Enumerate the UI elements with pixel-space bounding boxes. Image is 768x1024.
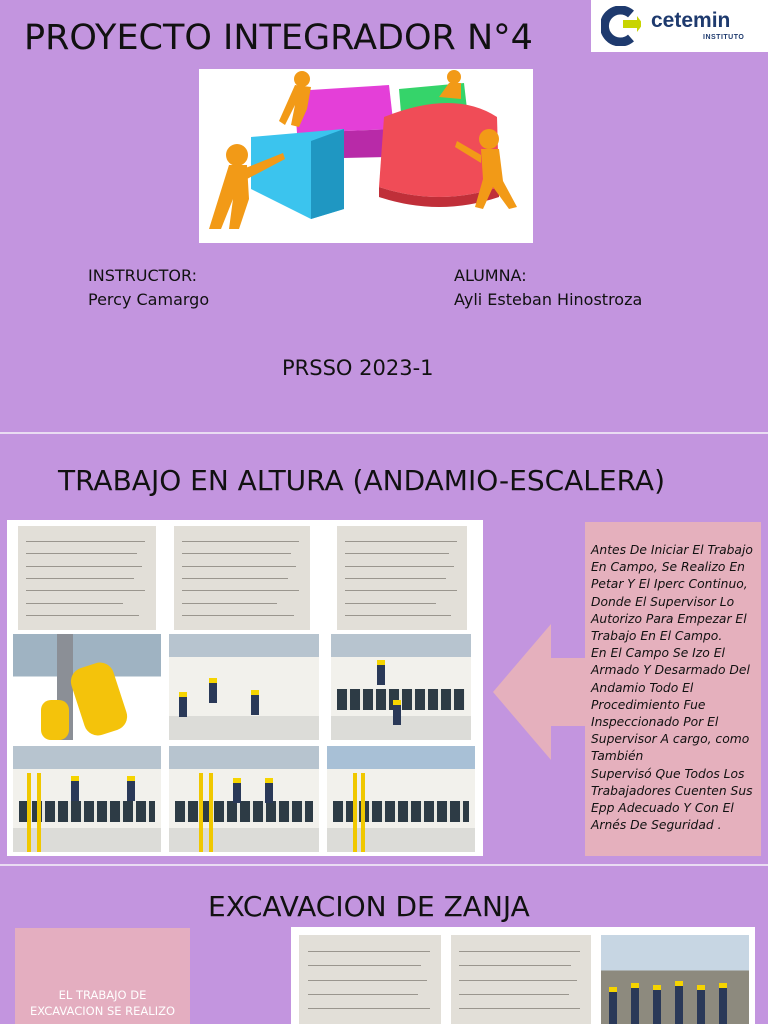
harness-hook-photo: [13, 634, 161, 740]
procedure-note-box: [585, 522, 761, 856]
building-ladder-photo-1: [13, 746, 161, 852]
excavation-permit-photo: [299, 935, 441, 1024]
student-label: ALUMNA:: [454, 266, 527, 285]
excavation-box-text: EL TRABAJO DE EXCAVACION SE REALIZO: [29, 988, 176, 1018]
excavation-checklist-photo: [451, 935, 591, 1024]
slide-title-heading: PROYECTO INTEGRADOR N°4: [24, 18, 533, 58]
photo-collage: [7, 520, 483, 856]
slide-trench-excavation: [0, 866, 768, 1024]
cetemin-logo: [591, 0, 768, 52]
logo-wordmark: cetemin: [651, 9, 731, 32]
cetemin-facade-photo: [327, 746, 475, 852]
building-ladder-photo-2: [169, 746, 319, 852]
slide-heading: EXCAVACION DE ZANJA: [208, 890, 530, 923]
course-code: PRSSO 2023-1: [282, 356, 434, 380]
left-arrow-icon: [493, 624, 587, 760]
scaffold-assembly-photo: [169, 634, 319, 740]
puzzle-teamwork-illustration: [199, 69, 533, 243]
slide-title: [0, 0, 768, 432]
checklist-document-photo: [337, 526, 467, 630]
scaffold-climb-photo: [331, 634, 471, 740]
procedure-note-text: Antes De Iniciar El Trabajo En Campo, Se Realizo En Petar Y El Iperc Continuo, Donde El Supervisor Lo Autorizo Para Empezar El Trabajo En El Campo. En El Campo Se Izo El Armado Y Desarmado Del Andamio Todo El Procedimiento Fue Inspeccionado Por El Supervisor A cargo, como También Supervisó Que Todos Los Trabajadores Cuenten Sus Epp Adecuado Y Con El Arnés De Seguridad .: [591, 543, 753, 833]
excavation-photo-collage: [291, 927, 755, 1024]
cetemin-logo-icon: [601, 6, 641, 46]
student-name: Ayli Esteban Hinostroza: [454, 290, 643, 309]
slide-heading: TRABAJO EN ALTURA (ANDAMIO-ESCALERA): [58, 464, 665, 497]
instructor-name: Percy Camargo: [88, 290, 210, 309]
logo-subtitle: INSTITUTO: [703, 34, 745, 41]
permit-document-photo: [18, 526, 156, 630]
excavation-text-box: [15, 928, 190, 1024]
iperc-document-photo: [174, 526, 310, 630]
slide-work-at-height: [0, 434, 768, 864]
instructor-label: INSTRUCTOR:: [88, 266, 197, 285]
workers-group-photo: [601, 935, 749, 1024]
